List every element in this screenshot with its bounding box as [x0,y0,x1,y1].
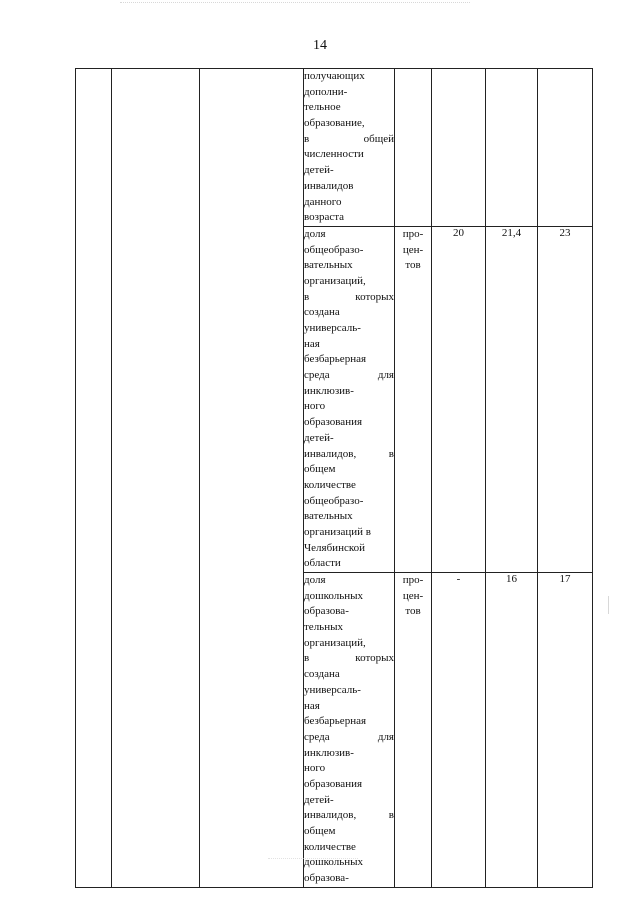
indicator-word: ная [304,699,320,712]
indicator-word: дошкольных [304,589,363,602]
indicator-line [304,808,394,824]
indicator-word: в [304,652,310,665]
indicator-word: среда [304,730,330,743]
indicator-line [304,274,394,290]
empty-cell-number [76,69,112,888]
indicator-word: количестве [304,840,356,853]
indicator-word: безбарьерная [304,353,367,366]
indicator-word: организаций в [304,525,371,538]
indicator-cell [304,573,395,888]
indicator-word: универсаль- [304,322,361,334]
indicator-line [304,541,394,557]
value-cell-2: 21,4 [486,226,538,572]
unit-line: цен- [402,589,424,602]
indicator-line [304,746,394,762]
indicator-word: тельное [304,101,341,114]
indicator-line [304,258,394,274]
indicator-line [304,824,394,840]
indicator-line [304,636,394,652]
indicator-line [304,290,394,306]
indicator-word: в [304,290,310,303]
value-cell-1: 20 [432,226,486,572]
indicator-line [304,573,394,589]
indicator-word: общеобразо- [304,243,364,256]
indicator-word: тельных [304,621,343,634]
indicator-line [304,69,394,85]
indicator-line [304,793,394,809]
indicator-word: общей [363,132,394,145]
scan-artifact-top [120,2,470,9]
indicator-line [304,179,394,195]
empty-cell-goal [200,69,304,888]
indicator-word: инвалидов, [304,447,357,460]
indicator-line [304,840,394,856]
indicator-cell [304,69,395,227]
indicator-line [304,777,394,793]
indicator-word: численности [304,148,364,161]
indicator-word: дополни- [304,85,348,98]
indicator-word: инвалидов [304,179,354,192]
indicator-line [304,509,394,525]
indicator-word: образова- [304,605,349,618]
indicator-line [304,761,394,777]
scan-artifact-bottom [268,858,358,867]
scan-artifact-side [608,596,609,614]
value-cell-3: 17 [538,573,593,888]
unit-line: про- [402,574,424,586]
indicator-line [304,604,394,620]
indicator-word: доля [304,574,326,586]
indicator-word: в [388,809,394,822]
indicator-word: образования [304,777,363,790]
indicator-word: инклюзив- [304,746,354,759]
indicator-word: детей- [304,431,334,444]
indicator-word: ного [304,400,326,413]
unit-line: цен- [402,243,424,256]
indicator-word: организаций, [304,636,366,649]
table-row [76,69,593,227]
unit-line: про- [402,227,424,240]
indicator-line [304,399,394,415]
indicator-word: ного [304,762,326,775]
indicator-word: детей- [304,164,334,177]
indicator-line [304,667,394,683]
indicator-word: универсаль- [304,683,361,696]
value-cell-2 [486,69,538,227]
page-number: 14 [313,38,327,53]
indicator-word: возраста [304,211,345,224]
indicator-word: получающих [304,70,365,82]
indicator-word: данного [304,195,342,208]
value-cell-1 [432,69,486,227]
indicator-word: доля [304,227,326,240]
indicator-word: общеобразо- [304,494,364,507]
indicator-word: которых [355,290,394,303]
indicator-word: образова- [304,872,349,885]
indicator-word: среда [304,369,330,382]
indicator-line [304,651,394,667]
indicator-line [304,494,394,510]
indicator-line [304,368,394,384]
indicator-word: ная [304,337,320,350]
indicator-line [304,352,394,368]
indicator-line [304,163,394,179]
indicator-line [304,620,394,636]
indicator-word: которых [355,652,394,665]
indicator-line [304,337,394,353]
indicator-line [304,85,394,101]
indicator-word: вательных [304,510,353,523]
indicator-word: общем [304,825,336,837]
indicator-line [304,132,394,148]
indicator-line [304,478,394,494]
indicator-line [304,415,394,431]
value-cell-3 [538,69,593,227]
indicator-line [304,525,394,541]
indicator-word: в [304,132,310,145]
indicator-line [304,384,394,400]
indicator-word: безбарьерная [304,715,367,728]
indicator-word: количестве [304,478,356,491]
indicator-word: инвалидов, [304,809,357,822]
indicator-line [304,431,394,447]
indicator-line [304,871,394,887]
indicator-word: для [377,730,394,743]
indicator-word: организаций, [304,274,366,287]
indicator-line [304,683,394,699]
indicator-word: области [304,557,341,570]
indicator-line [304,227,394,243]
indicator-word: дошкольных [304,856,363,869]
indicator-word: Челябинской [304,541,366,554]
indicator-word: образования [304,416,363,429]
indicator-line [304,556,394,572]
indicator-line [304,116,394,132]
indicator-word: инклюзив- [304,384,354,397]
indicator-word: вательных [304,259,353,272]
indicator-cell [304,226,395,572]
indicator-line [304,100,394,116]
indicator-word: общем [304,463,336,476]
indicator-line [304,243,394,259]
indicator-word: детей- [304,793,334,806]
indicator-word: для [377,369,394,382]
indicator-line [304,305,394,321]
indicator-line [304,589,394,605]
unit-cell [395,69,432,227]
value-cell-1: - [432,573,486,888]
unit-cell [395,226,432,572]
indicator-line [304,462,394,478]
indicators-table [75,68,593,888]
unit-line: тов [405,259,421,272]
value-cell-2: 16 [486,573,538,888]
indicator-line [304,195,394,211]
indicator-line [304,699,394,715]
indicator-line [304,147,394,163]
empty-cell-name [112,69,200,888]
unit-line: тов [405,605,421,618]
indicator-line [304,321,394,337]
indicator-line [304,714,394,730]
unit-cell [395,573,432,888]
indicator-line [304,447,394,463]
indicator-word: в [388,447,394,460]
indicator-word: создана [304,306,340,319]
indicator-line [304,210,394,226]
indicator-word: создана [304,668,340,681]
indicator-word: образование, [304,117,365,130]
indicator-line [304,730,394,746]
value-cell-3: 23 [538,226,593,572]
